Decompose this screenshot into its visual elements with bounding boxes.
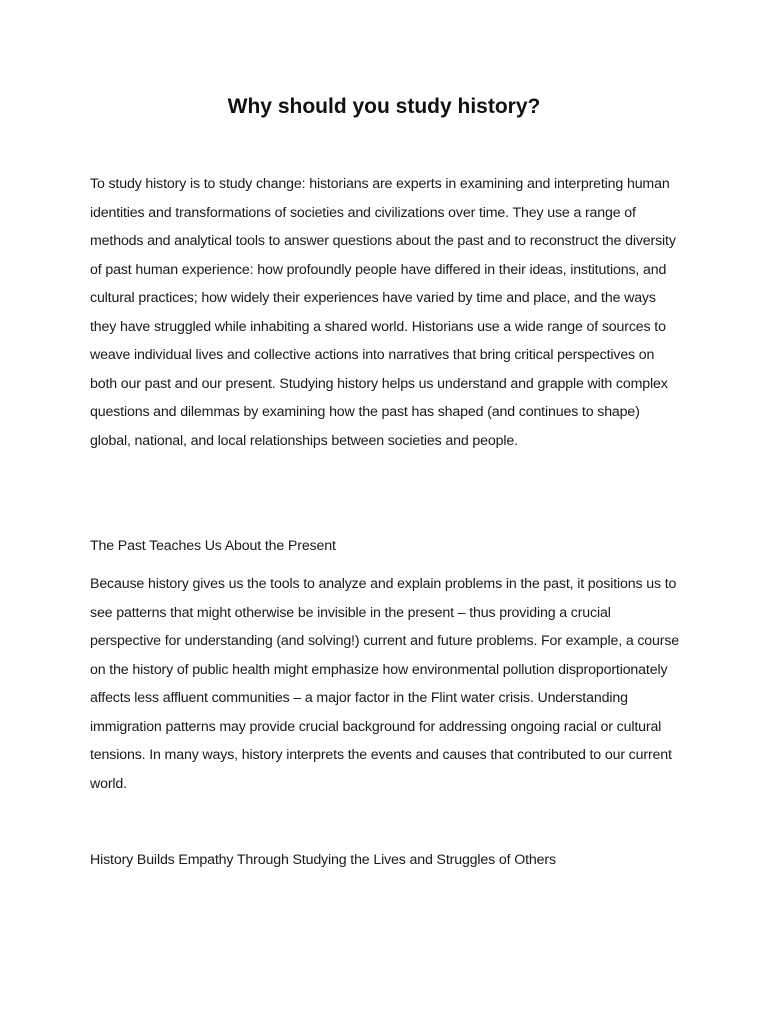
section-body-past-teaches: Because history gives us the tools to analyze and explain problems in the past, it positions us to see patterns that might otherwise be invisible in the present – thus providing a crucial perspective for understanding (and solving!) current and future problems. For example, a course on the history of public health might emphasize how environmental pollution disproportionately affects less affluent communities – a major factor in the Flint water crisis. Understanding immigration patterns may provide crucial background for addressing ongoing racial or cultural tensions. In many ways, history interprets the events and causes that contributed to our current world. (90, 576, 680, 792)
page-title: Why should you study history? (227, 95, 541, 118)
intro-paragraph: To study history is to study change: historians are experts in examining and interpreting human identities and transformations of societies and civilizations over time. They use a range of methods and analytical tools to answer questions about the past and to reconstruct the diversity of past human experience: how profoundly people have differed in their ideas, institutions, and cultural practices; how widely their experiences have varied by time and place, and the ways they have struggled while inhabiting a shared world. Historians use a wide range of sources to weave individual lives and collective actions into narratives that bring critical perspectives on both our past and our present. Studying history helps us understand and grapple with complex questions and dilemmas by examining how the past has shaped (and continues to shape) global, national, and local relationships between societies and people. (90, 176, 676, 449)
section-heading-empathy: History Builds Empathy Through Studying the Lives and Struggles of Others (90, 852, 556, 868)
section-heading-past-teaches: The Past Teaches Us About the Present (90, 538, 336, 554)
